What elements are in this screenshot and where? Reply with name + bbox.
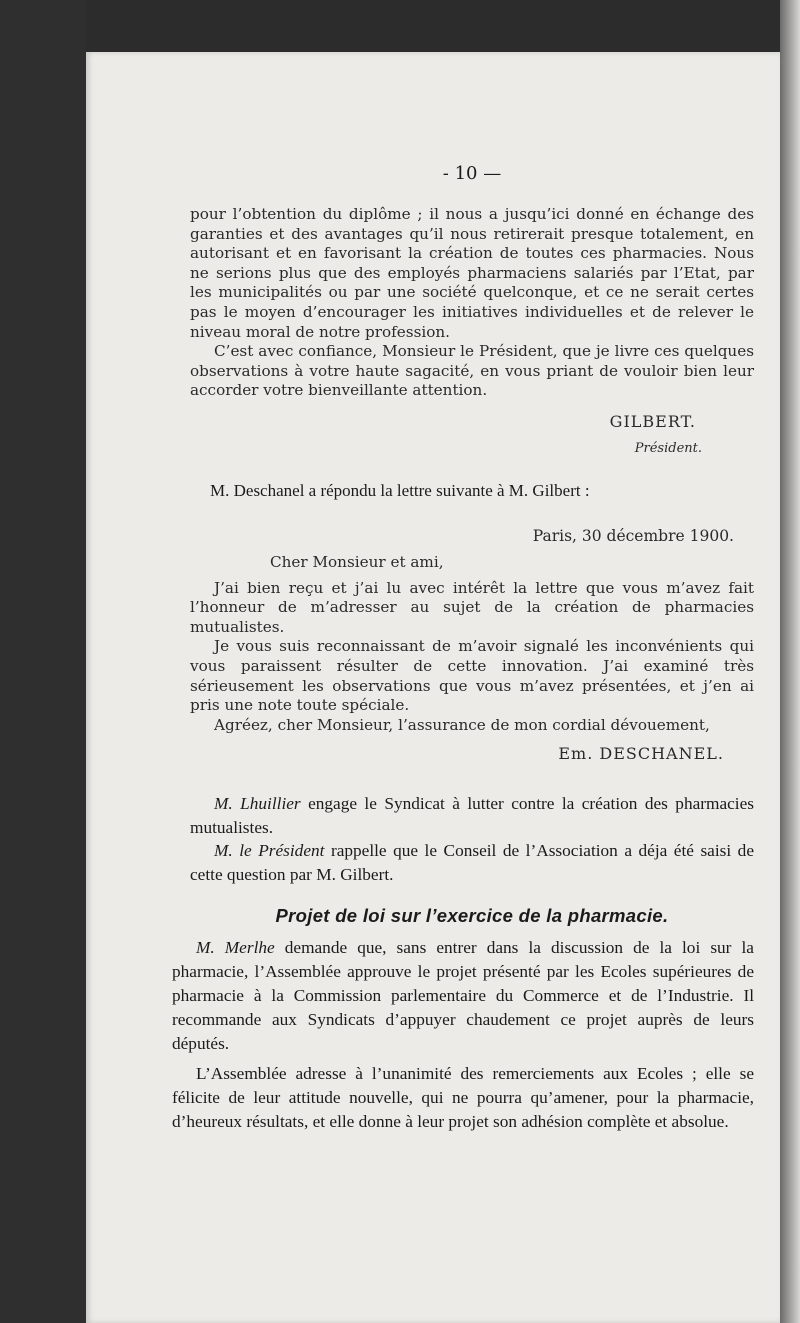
paragraph: C’est avec confiance, Monsieur le Président, que je livre ces quelques observations à votre haute sagacité, en vous priant de vouloir bien leur accorder votre bienveillante attention.: [190, 342, 754, 400]
paragraph: Agréez, cher Monsieur, l’assurance de mon cordial dévouement,: [214, 715, 710, 734]
paragraph: J’ai bien reçu et j’ai lu avec intérêt la lettre que vous m’avez fait l’honneur de m’adresser au sujet de la création de pharmacies mutualistes.: [190, 578, 754, 636]
speaker-name: M. le Président: [214, 841, 325, 860]
remark: [190, 839, 754, 886]
section-heading: Projet de loi sur l’exercice de la pharmacie.: [275, 905, 669, 926]
letter-signature: Em. DESCHANEL.: [558, 744, 724, 763]
remark-text: engage le Syndicat à lutter contre la création des pharmacies mutualistes.: [190, 794, 754, 837]
reply-letter: [190, 553, 754, 735]
signature-name: GILBERT.: [609, 412, 696, 431]
scan-background: [86, 0, 780, 52]
speaker-name: M. Lhuillier: [214, 794, 301, 813]
speaker-name: M. Merlhe: [196, 938, 275, 957]
remark: [190, 792, 754, 839]
letter-salutation: Cher Monsieur et ami,: [270, 553, 444, 571]
letter-continuation: [190, 205, 754, 401]
remark-text: rappelle que le Conseil de l’Association a déja été saisi de cette question par M. Gilbert.: [190, 841, 754, 884]
paragraph: L’Assemblée adresse à l’unanimité des remerciements aux Ecoles ; elle se félicite de leur attitude nouvelle, qui ne pourra qu’amener, pour la pharmacie, d’heureux résultats, et elle donne à leur projet son adhésion complète et absolue.: [172, 1064, 754, 1131]
section-body: [172, 936, 754, 1134]
letter-date: Paris, 30 décembre 1900.: [532, 527, 734, 545]
reply-intro: M. Deschanel a répondu la lettre suivante à M. Gilbert :: [210, 481, 590, 500]
page-number: - 10 —: [442, 163, 502, 184]
paragraph: pour l’obtention du diplôme ; il nous a jusqu’ici donné en échange des garanties et des avantages qu’il nous retirerait presque totalement, en autorisant et en favorisant la création de toutes ces pharmacies. Nous ne serions plus que des employés pharmaciens salariés par l’Etat, par les municipalités ou par une société quelconque, et ce ne serait certes pas le moyen d’encourager les initiatives individuelles et de relever le niveau moral de notre profession.: [190, 205, 754, 341]
page-edge: [780, 0, 800, 1323]
meeting-remarks: [190, 792, 754, 886]
paragraph: [172, 936, 754, 1056]
paragraph-text: demande que, sans entrer dans la discussion de la loi sur la pharmacie, l’Assemblée approuve le projet présenté par les Ecoles supérieures de pharmacie à la Commission parlementaire du Commerce et de l’Industrie. Il recommande aux Syndicats d’appuyer chaudement ce projet auprès de leurs députés.: [172, 938, 754, 1053]
signature-title: Président.: [634, 441, 702, 456]
paragraph: Je vous suis reconnaissant de m’avoir signalé les inconvénients qui vous paraissent résulter de cette innovation. J’ai examiné très sérieusement les observations que vous m’avez présentées, et j’en ai pris une note toute spéciale.: [190, 637, 754, 715]
